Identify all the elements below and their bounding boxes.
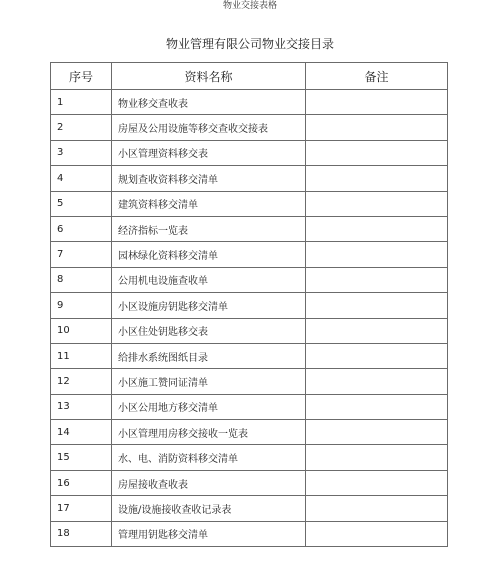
cell-remarks	[306, 216, 448, 241]
cell-serial-number: 12	[51, 369, 112, 394]
document-title: 物业管理有限公司物业交接目录	[165, 37, 334, 51]
cell-material-name: 园林绿化资料移交清单	[112, 242, 306, 267]
cell-material-name: 公用机电设施查收单	[112, 267, 306, 292]
column-header-material-name: 资料名称	[112, 63, 306, 90]
cell-material-name: 物业移交查收表	[112, 90, 306, 115]
cell-material-name: 小区住处钥匙移交表	[112, 318, 306, 343]
cell-remarks	[306, 394, 448, 419]
cell-serial-number: 10	[51, 318, 112, 343]
cell-serial-number: 7	[51, 242, 112, 267]
cell-remarks	[306, 420, 448, 445]
cell-material-name: 小区施工赞同证清单	[112, 369, 306, 394]
cell-remarks	[306, 115, 448, 140]
table-row	[51, 318, 448, 343]
cell-material-name: 水、电、消防资料移交清单	[112, 445, 306, 470]
table-row	[51, 343, 448, 368]
cell-serial-number: 2	[51, 115, 112, 140]
cell-remarks	[306, 318, 448, 343]
handover-table	[50, 62, 448, 547]
cell-material-name: 小区设施房钥匙移交清单	[112, 293, 306, 318]
table-row	[51, 445, 448, 470]
table-row	[51, 90, 448, 115]
cell-serial-number: 3	[51, 140, 112, 165]
table-row	[51, 140, 448, 165]
cell-remarks	[306, 343, 448, 368]
cell-remarks	[306, 191, 448, 216]
cell-serial-number: 17	[51, 496, 112, 521]
cell-serial-number: 4	[51, 166, 112, 191]
table-row	[51, 166, 448, 191]
cell-remarks	[306, 166, 448, 191]
cell-material-name: 设施/设施接收查收记录表	[112, 496, 306, 521]
cell-material-name: 经济指标一览表	[112, 216, 306, 241]
cell-material-name: 小区管理用房移交接收一览表	[112, 420, 306, 445]
cell-material-name: 房屋及公用设施等移交查收交接表	[112, 115, 306, 140]
cell-remarks	[306, 140, 448, 165]
cell-serial-number: 16	[51, 470, 112, 495]
table-row	[51, 191, 448, 216]
cell-remarks	[306, 293, 448, 318]
cell-serial-number: 8	[51, 267, 112, 292]
cell-remarks	[306, 521, 448, 546]
cell-material-name: 小区公用地方移交清单	[112, 394, 306, 419]
cell-serial-number: 18	[51, 521, 112, 546]
cell-serial-number: 13	[51, 394, 112, 419]
column-header-serial: 序号	[51, 63, 112, 90]
cell-serial-number: 11	[51, 343, 112, 368]
table-row	[51, 496, 448, 521]
table-row	[51, 394, 448, 419]
cell-remarks	[306, 470, 448, 495]
cell-remarks	[306, 369, 448, 394]
cell-serial-number: 5	[51, 191, 112, 216]
table-body	[51, 90, 448, 547]
table-row	[51, 420, 448, 445]
cell-remarks	[306, 242, 448, 267]
cell-remarks	[306, 267, 448, 292]
table-row	[51, 216, 448, 241]
table-row	[51, 369, 448, 394]
table-row	[51, 115, 448, 140]
cell-material-name: 小区管理资料移交表	[112, 140, 306, 165]
cell-serial-number: 6	[51, 216, 112, 241]
cell-material-name: 给排水系统图纸目录	[112, 343, 306, 368]
cell-material-name: 管理用钥匙移交清单	[112, 521, 306, 546]
cell-serial-number: 14	[51, 420, 112, 445]
cell-serial-number: 15	[51, 445, 112, 470]
cell-material-name: 规划查收资料移交清单	[112, 166, 306, 191]
cell-serial-number: 1	[51, 90, 112, 115]
table-row	[51, 242, 448, 267]
table-row	[51, 470, 448, 495]
cell-remarks	[306, 496, 448, 521]
table-row	[51, 293, 448, 318]
cell-material-name: 建筑资料移交清单	[112, 191, 306, 216]
cell-serial-number: 9	[51, 293, 112, 318]
table-row	[51, 267, 448, 292]
table-row	[51, 521, 448, 546]
cell-remarks	[306, 90, 448, 115]
table-header-row	[51, 63, 448, 90]
cell-material-name: 房屋接收查收表	[112, 470, 306, 495]
column-header-remarks: 备注	[306, 63, 448, 90]
cell-remarks	[306, 445, 448, 470]
running-header: 物业交接表格	[222, 1, 277, 11]
